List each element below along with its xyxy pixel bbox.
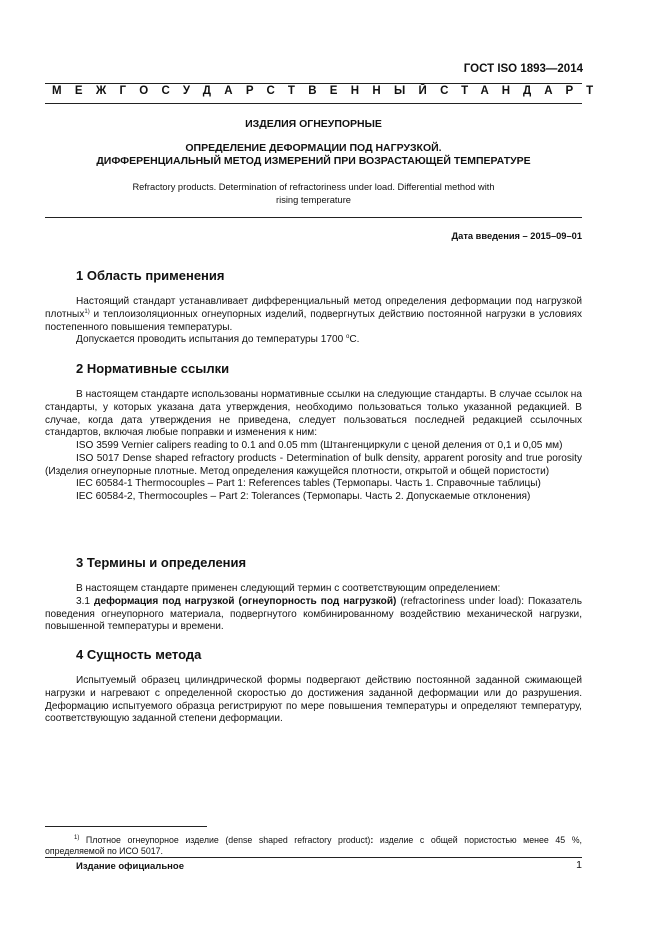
term-number: 3.1 (76, 595, 95, 607)
reference-item: IEC 60584-1 Thermocouples – Part 1: References tables (Термопары. Часть 1. Справочные таблицы) (76, 478, 541, 490)
top-rule (45, 83, 582, 84)
paragraph (45, 334, 582, 347)
term-text: (refractoriness under load): Показатель поведения огнеупорного материала, подвергнутого комбинированному воздействию механической нагрузки, повышенной температуры и времени. (45, 595, 582, 633)
footnote-marker: 1) (74, 835, 80, 841)
english-title (45, 181, 582, 206)
page-number: 1 (576, 859, 582, 871)
footnote-rule (45, 826, 207, 827)
section-4-heading: 4 Сущность метода (76, 647, 202, 662)
product-heading: ИЗДЕЛИЯ ОГНЕУПОРНЫЕ (245, 118, 382, 130)
interstate-standard-banner (52, 85, 607, 97)
section-1-body (45, 296, 582, 347)
title-line: ОПРЕДЕЛЕНИЕ ДЕФОРМАЦИИ ПОД НАГРУЗКОЙ. (185, 142, 442, 154)
reference-item: ISO 3599 Vernier calipers reading to 0.1 and 0.05 mm (Штангенциркули с ценой деления от 0,1 и 0,05 мм) (76, 440, 563, 451)
text-run: Плотное огнеупорное изделие (dense shaped refractory product) (79, 835, 371, 845)
footnote-text (45, 835, 582, 857)
title-line: ДИФФЕРЕНЦИАЛЬНЫЙ МЕТОД ИЗМЕРЕНИЙ ПРИ ВОЗРАСТАЮЩЕЙ ТЕМПЕРАТУРЕ (96, 155, 531, 167)
section-3-body (45, 583, 582, 634)
paragraph: В настоящем стандарте применен следующий термин с соответствующим определением: (76, 583, 501, 594)
footer-rule (45, 857, 582, 858)
reference-item: IEC 60584-2, Thermocouples – Part 2: Tolerances (Термопары. Часть 2. Допускаемые отклонения) (76, 491, 531, 502)
standard-code: ГОСТ ISO 1893—2014 (463, 63, 583, 75)
text-run: С. (349, 334, 360, 346)
text-run: и теплоизоляционных огнеупорных изделий, подвергнутых действию постоянной нагрузки в условиях постепенного повышения температуры. (45, 308, 582, 333)
paragraph: В настоящем стандарте использованы нормативные ссылки на следующие стандарты. В случае ссылок на стандарты, у которых указана дата утверждения, необходимо пользоваться только указанной редакцией. В случае, когда дата утверждения не приведена, следует пользоваться последней редакцией ссылочных стандартов, включая любые поправки и изменения к ним: (45, 389, 582, 439)
banner-word-interstate: МЕЖГОСУДАРСТВЕННЫЙ (52, 85, 441, 97)
term-name: деформация под нагрузкой (огнеупорность под нагрузкой) (94, 595, 397, 607)
official-edition-label: Издание официальное (76, 861, 184, 872)
title-rule (45, 217, 582, 218)
text-run: : (370, 835, 374, 845)
paragraph: Испытуемый образец цилиндрической формы подвергают действию постоянной заданной сжимающей нагрузки и нагревают с определенной скоростью до достижения заданной деформации или до разрушения. Деформацию испытуемого образца регистрируют по мере повышения температуры и определяют температуру, соответствующую заданной степени деформации. (45, 675, 582, 725)
text-run: Настоящий стандарт устанавливает дифференциальный метод определения деформации под нагрузкой плотных (45, 296, 582, 320)
paragraph (45, 296, 582, 334)
reference-item: ISO 5017 Dense shaped refractory products - Determination of bulk density, apparent porosity and true porosity (Изделия огнеупорные плотные. Метод определения кажущейся плотности, открытой и общей пористости) (45, 452, 582, 477)
section-4-body (45, 675, 582, 726)
document-title (45, 142, 582, 168)
english-title-line: rising temperature (276, 194, 351, 205)
term-definition (45, 596, 582, 634)
degree-mark: о (345, 334, 350, 341)
section-2-heading: 2 Нормативные ссылки (76, 361, 230, 376)
footnote (45, 835, 582, 857)
introduction-date: Дата введения – 2015–09–01 (451, 231, 582, 241)
section-2-body (45, 389, 582, 504)
banner-word-standard: СТАНДАРТ (440, 85, 607, 97)
text-run: Допускается проводить испытания до температуры 1700 (76, 334, 346, 346)
section-1-heading: 1 Область применения (76, 268, 225, 283)
footnote-marker: 1) (84, 308, 90, 315)
english-title-line: Refractory products. Determination of refractoriness under load. Differential method with (132, 182, 495, 192)
section-3-heading: 3 Термины и определения (76, 555, 247, 570)
text-run: изделие с общей пористостью менее 45 %, определяемой по ИСО 5017. (45, 835, 582, 856)
banner-rule (45, 103, 582, 104)
